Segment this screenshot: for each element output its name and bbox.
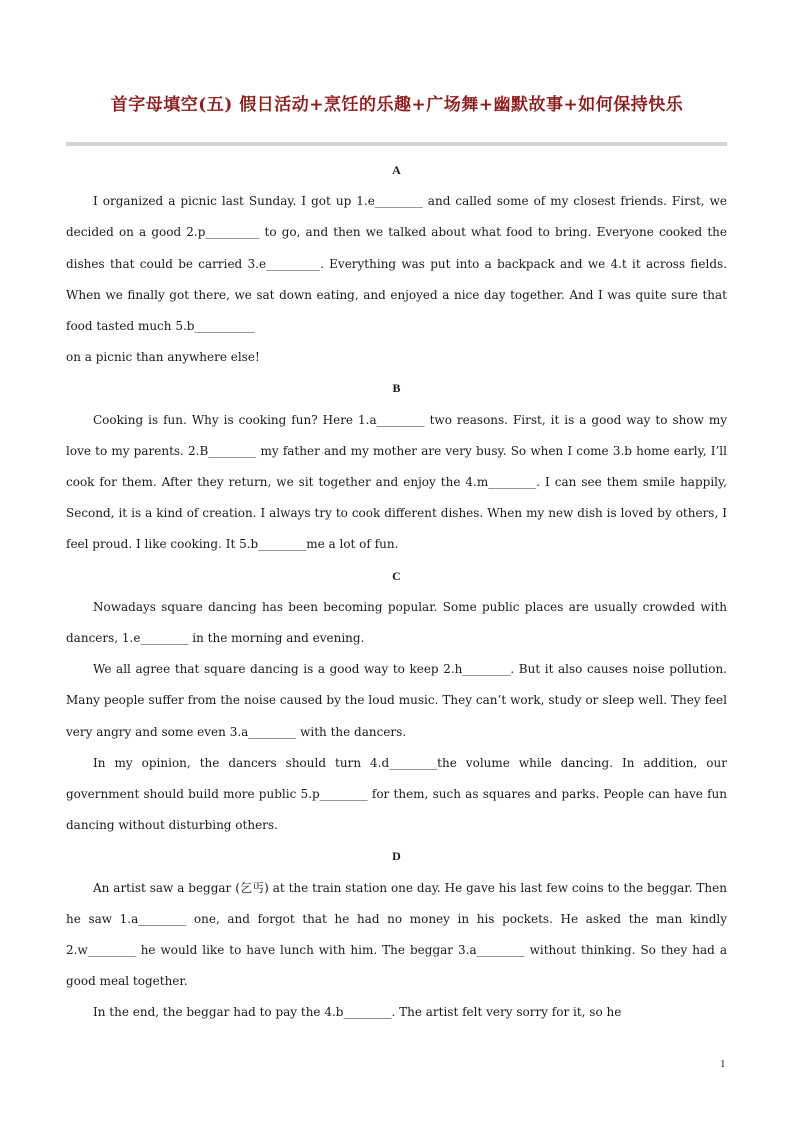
page-number: 1 <box>720 1058 726 1070</box>
section-c-heading: C <box>392 568 401 583</box>
section-b-heading: B <box>392 381 401 396</box>
section-a-paragraph: on a picnic than anywhere else! <box>66 350 260 365</box>
section-a-heading: A <box>392 163 401 177</box>
section-d-heading: D <box>392 849 401 864</box>
section-d-paragraph: An artist saw a beggar (乞丐) at the train station one day. He gave his last few coins to the beggar. Then he saw 1.a________ one, and forgot that he had no money in his pockets. He asked the man kindly 2.w________ he would like to have lunch with him. The beggar 3.a________ without thinking. So they had a good meal together. <box>66 880 727 989</box>
section-d-paragraph: In the end, the beggar had to pay the 4.b________. The artist felt very sorry for it, so he <box>93 1005 622 1020</box>
section-c-paragraph: In my opinion, the dancers should turn 4.d________the volume while dancing. In addition, our government should build more public 5.p________ for them, such as squares and parks. People can have fun dancing without disturbing others. <box>66 755 727 833</box>
title-divider <box>66 142 727 146</box>
section-c-paragraph: Nowadays square dancing has been becoming popular. Some public places are usually crowded with dancers, 1.e________ in the morning and evening. <box>66 599 727 646</box>
section-a-paragraph: I organized a picnic last Sunday. I got up 1.e________ and called some of my closest friends. First, we decided on a good 2.p_________ to go, and then we talked about what food to bring. Everyone cooked the dishes that could be carried 3.e_________. Everything was put into a backpack and we 4.t it across fields. When we finally got there, we sat down eating, and enjoyed a nice day together. And I was quite sure that food tasted much 5.b__________ <box>66 194 727 334</box>
page-title: 首字母填空(五) 假日活动+烹饪的乐趣+广场舞+幽默故事+如何保持快乐 <box>110 95 684 115</box>
section-b-paragraph: Cooking is fun. Why is cooking fun? Here 1.a________ two reasons. First, it is a good way to show my love to my parents. 2.B________ my father and my mother are very busy. So when I come 3.b home early, I’ll cook for them. After they return, we sit together and enjoy the 4.m________. I can see them smile happily, Second, it is a kind of creation. I always try to cook different dishes. When my new dish is loved by others, I feel proud. I like cooking. It 5.b________me a lot of fun. <box>66 412 727 552</box>
section-c-paragraph: We all agree that square dancing is a good way to keep 2.h________. But it also causes noise pollution. Many people suffer from the noise caused by the loud music. They can’t work, study or sleep well. They feel very angry and some even 3.a________ with the dancers. <box>66 662 727 739</box>
document-body <box>66 155 727 1029</box>
